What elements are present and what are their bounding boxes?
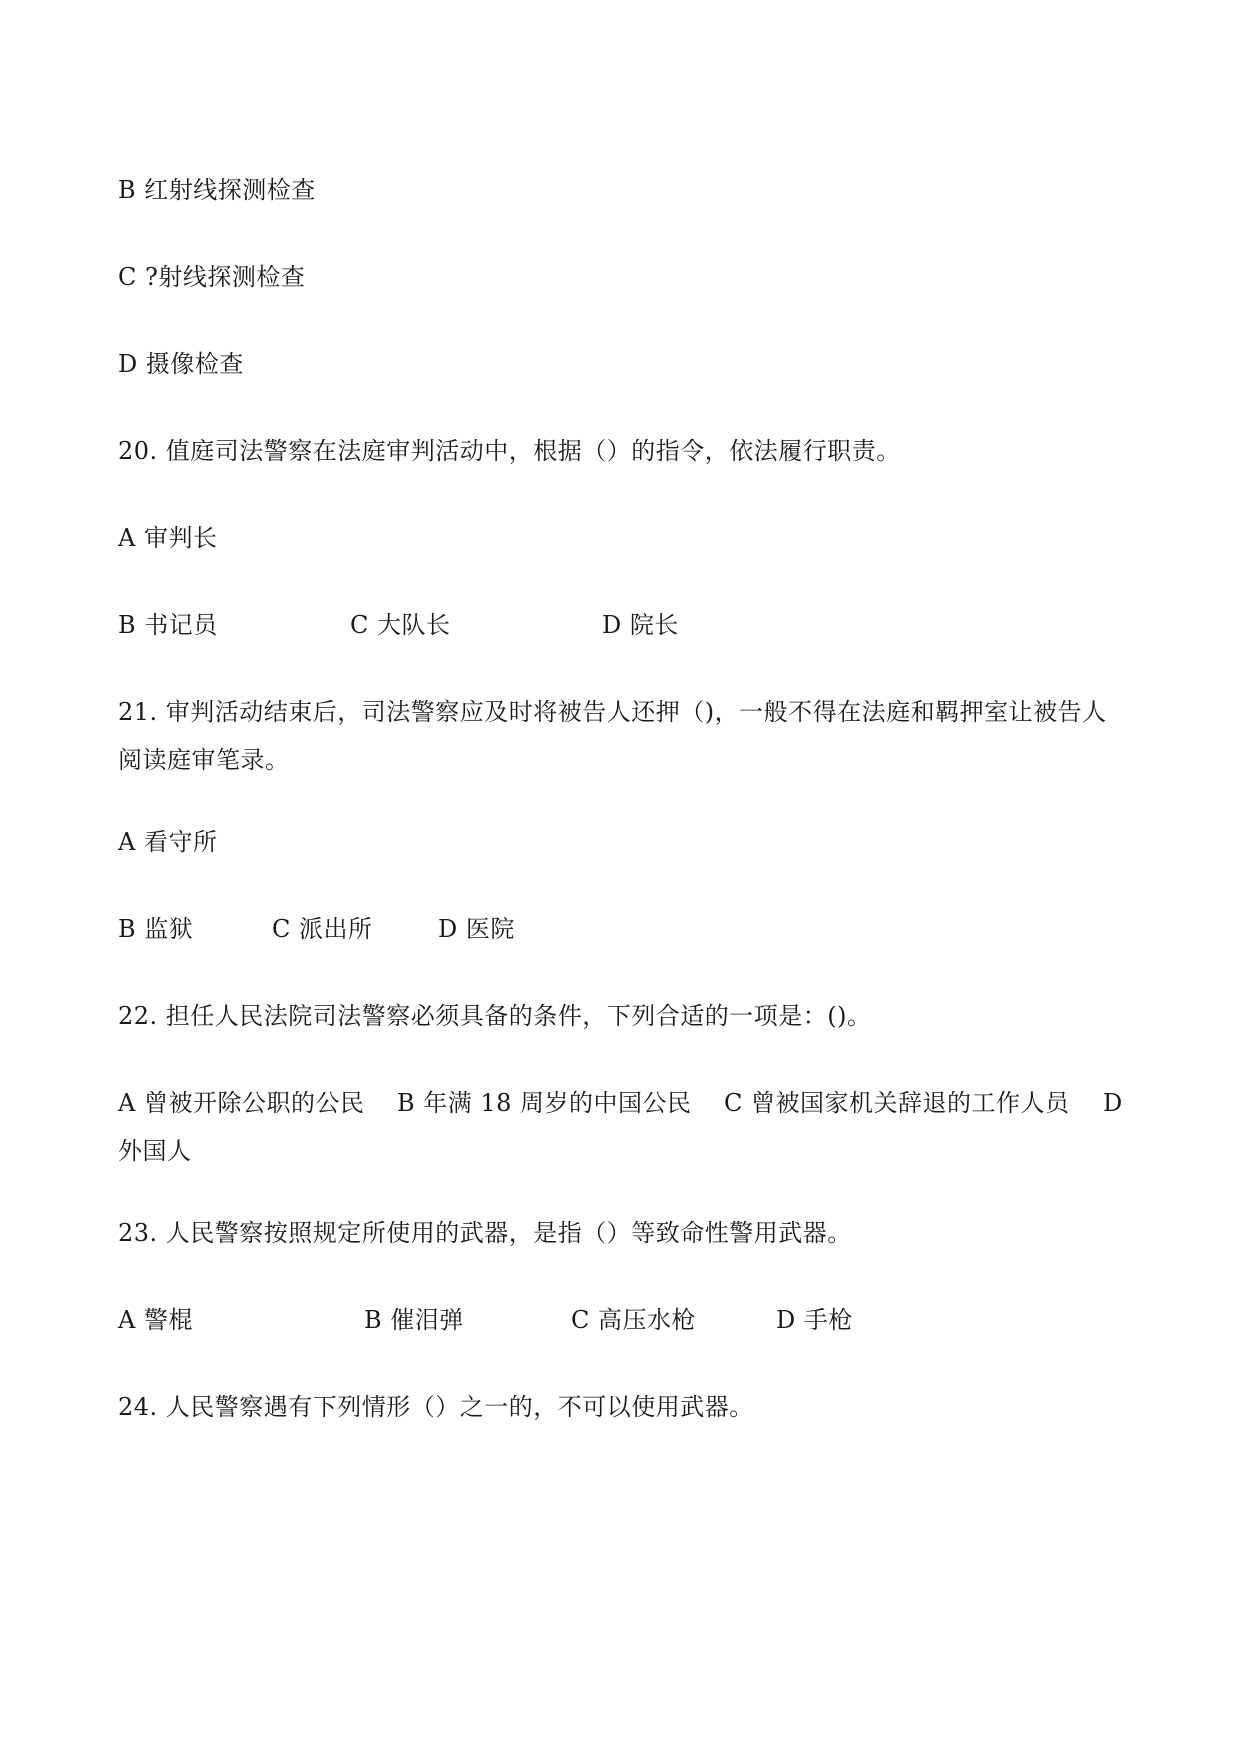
question-22-options-row (118, 1079, 1128, 1127)
question-20: 20. 值庭司法警察在法庭审判活动中，根据（）的指令，依法履行职责。 (118, 437, 901, 465)
question-21-option-b: B 监狱 (118, 915, 194, 943)
question-20-option-b: B 书记员 (118, 611, 218, 639)
question-22: 22. 担任人民法院司法警察必须具备的条件，下列合适的一项是：()。 (118, 1002, 872, 1030)
question-21-option-d: D 医院 (438, 915, 515, 943)
question-22-option-d: D (1103, 1089, 1123, 1117)
option-d-camera: D 摄像检查 (118, 350, 244, 378)
question-22-option-d-text: 外国人 (118, 1137, 192, 1165)
question-23-options-row (118, 1296, 1118, 1344)
question-21-option-a: A 看守所 (118, 828, 218, 856)
question-20-option-c: C 大队长 (350, 611, 451, 639)
option-c-ray: C ?射线探测检查 (118, 263, 306, 291)
question-23-option-d: D 手枪 (776, 1306, 853, 1334)
question-22-option-c: C 曾被国家机关辞退的工作人员 (724, 1089, 1070, 1117)
question-21-line-2: 阅读庭审笔录。 (118, 746, 290, 774)
question-23-option-b: B 催泪弹 (364, 1306, 464, 1334)
question-24: 24. 人民警察遇有下列情形（）之一的，不可以使用武器。 (118, 1393, 754, 1421)
question-22-option-b: B 年满 18 周岁的中国公民 (397, 1089, 692, 1117)
question-21-line-1: 21. 审判活动结束后，司法警察应及时将被告人还押（)，一般不得在法庭和羁押室让被告人 (118, 698, 1107, 726)
question-22-option-a: A 曾被开除公职的公民 (118, 1089, 365, 1117)
question-21-options-row (118, 905, 1118, 953)
question-20-option-a: A 审判长 (118, 524, 218, 552)
question-23: 23. 人民警察按照规定所使用的武器，是指（）等致命性警用武器。 (118, 1219, 852, 1247)
option-b-red-ray: B 红射线探测检查 (118, 176, 316, 204)
question-20-options-row (118, 601, 1118, 649)
question-23-option-c: C 高压水枪 (571, 1306, 696, 1334)
question-23-option-a: A 警棍 (118, 1306, 193, 1334)
question-20-option-d: D 院长 (602, 611, 679, 639)
question-21-option-c: C 派出所 (272, 915, 373, 943)
